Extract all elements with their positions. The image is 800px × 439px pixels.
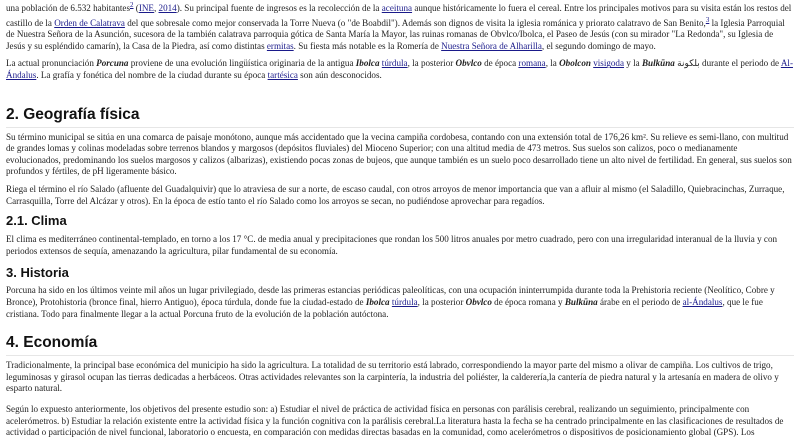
historia-paragraph: Porcuna ha sido en los últimos veinte mil años un lugar privilegiado, desde las primeras estancias periódicas paleolíticas, con una ocupación ininterrumpida durante toda la Prehistoria reciente (Neolítico, Cobre y Bronce), Protohistoria (bronce final, hierro Antiguo), época túrdula, donde fue la ciudad-estado de Ibolca túrdula, la posterior Obvlco de época romana y Bulkūna árabe en el periodo de al-Ándalus, que le fue cristiana. Todo para finalmente llegar a la actual Porcuna fruto de la evolución de la población autóctona. — [6, 285, 775, 319]
al-andalus-link[interactable]: Al-Ándalus — [6, 58, 793, 81]
visigoda-link[interactable]: visigoda — [593, 58, 625, 69]
divider — [6, 355, 794, 356]
economia-paragraph-2: Según lo expuesto anteriormente, los objetivos del presente estudio son: a) Estudiar el nivel de práctica de actividad física en personas con parálisis cerebral, realizando un seguimiento, principalmente con acelerómetros. b) Estudiar la relación existente entre la actividad física y la función cognitiva con la parálisis cerebral.La literatura hasta la fecha se ha centrado principalmente en las clasificaciones de resultados de actividad o participación de nivel funcional, laboratorio o encuesta, en comparación con medidas directas basadas en la comunidad, como acelerómetros o dispositivos de posicionamiento global (GPS). Los — [6, 403, 784, 438]
obolcon-term: Obolcon — [559, 58, 591, 69]
historia-al-andalus-link[interactable]: al-Ándalus — [682, 296, 723, 307]
ine-link[interactable]: INE — [138, 3, 154, 14]
romeria-link[interactable]: Nuestra Señora de Alharilla — [441, 40, 542, 51]
historia-obvlco-term: Obvlco — [465, 296, 492, 307]
geo-paragraph-1: Su término municipal se sitúa en una comarca de paisaje monótono, aunque más accidentado que la vecina campiña cordobesa, contando con una extensión total de 176,26 km². Su relieve es semi-llano, con multitud de grandes lomas y colinas modeladas sobre terrenos blandos y margosos (depósitos fluviales) del Mioceno Superior; con una altitud media de 473 metros. Sus suelos son calizos, poco o medianamente evolucionados, predominando los suelos margosos y calizos (albarizas), existiendo pocas zonas de bujeos, que aunque también es un suelo poco desarrollado tiene un alto nivel de fertilidad. En general, sus suelos son profundos y fértiles, de pH ligeramente básico. — [6, 131, 792, 177]
divider — [6, 127, 794, 128]
arabic-name: بلكونة — [674, 58, 700, 69]
reference-link-2[interactable]: 2 — [130, 1, 134, 9]
spacer — [6, 82, 794, 106]
geo-paragraph-2: Riega el término el río Salado (afluente del Guadalquivir) que lo atraviesa de sur a norte, de escaso caudal, con otros arroyos de menor importancia que van a afluir al mismo (el Saladillo, Quiebracinchas, Zurraque, Carrasquilla, Torre del Alcázar y otros). En la época de estío tanto el río Salado como los arroyos se secan, no pudiéndose aprovechar para regadíos. — [6, 184, 785, 206]
heading-historia: 3. Historia — [6, 265, 69, 281]
historia-turdula-link[interactable]: túrdula — [391, 296, 418, 307]
intro-paragraph-2: La actual pronunciación Porcuna proviene de una evolución lingüística originaria de la antigua Ibolca túrdula, la posterior Obvlco de época romana, la Obolcon visigoda y la Bulkūna بلكونة durante el periodo de Al-Ándalus. La grafía y fonética del nombre de la ciudad durante su época tartésica son aún desconocidos. — [6, 58, 793, 81]
heading-economia: 4. Economía — [6, 334, 98, 352]
romana-link[interactable]: romana — [518, 58, 546, 69]
ibolca-term: Ibolca — [355, 58, 380, 69]
economia-paragraph-1: Tradicionalmente, la principal base económica del municipio ha sido la agricultura. La totalidad de su territorio está labrado, correspondiendo la mayor parte del mismo a olivar de campiña. Los cultivos de trigo, leguminosas y girasol ocupan las tierras dedicadas a herbáceos. Otras actividades relevantes son la carpintería, la industria del poliéster, la calderería,la cantería de piedra natural y la artesanía en madera de olivo y esparto natural. — [6, 360, 779, 394]
tartesica-link[interactable]: tartésica — [267, 70, 298, 81]
aceituna-link[interactable]: aceituna — [381, 3, 413, 14]
historia-ibolca-term: Ibolca — [365, 296, 390, 307]
clima-paragraph: El clima es mediterráneo continental-templado, en torno a los 17 °C. de media anual y precipitaciones que rondan los 500 litros anuales por metro cuadrado, pero con una irregularidad interanual de la lluvia y con periodos extensos de sequía, amenazando la agricultura, pilar fundamental de su economía. — [6, 234, 778, 256]
spacer — [6, 320, 794, 334]
bulkuna-term: Bulkūna — [641, 58, 675, 69]
porcuna-term: Porcuna — [96, 58, 129, 69]
orden-calatrava-link[interactable]: Orden de Calatrava — [54, 17, 125, 28]
ermitas-link[interactable]: ermitas — [266, 40, 294, 51]
historia-bulkuna-term: Bulkūna — [564, 296, 598, 307]
heading-geografia: 2. Geografía física — [6, 105, 140, 123]
reference-link-3[interactable]: 3 — [705, 15, 710, 24]
turdula-link[interactable]: túrdula — [381, 58, 408, 69]
obvlco-term: Obvlco — [455, 58, 482, 69]
heading-clima: 2.1. Clima — [6, 213, 67, 229]
intro-paragraph-1: una población de 6.532 habitantes$^2$ (INE, 2014). Su principal fuente de ingresos es la recolección de la aceituna aunque históricamente lo fuera el cereal. Entre los principales motivos para su visita están los restos del castillo de la Orden de Calatrava del que sobresale como mejor conservada la Torre Nueva (o "de Boabdil"). Además son dignos de visita la iglesia románica y priorato calatravo de San Benito,$^3$ la Iglesia Parroquial de Nuestra Señora de la Asunción, sucesora de la también calatrava parroquia gótica de Santa María la Mayor, las ruinas romanas de Obvlco/Ibolca, el Paseo de Jesús (con su mirador "La Redonda", su Iglesia de Jesús y su espléndido camarín), la Casa de la Piedra, así como distintas ermitas. Su fiesta más notable es la Romería de Nuestra Señora de Alharilla, el segundo domingo de mayo. — [6, 1, 792, 51]
year-2014-link[interactable]: 2014 — [158, 3, 177, 14]
